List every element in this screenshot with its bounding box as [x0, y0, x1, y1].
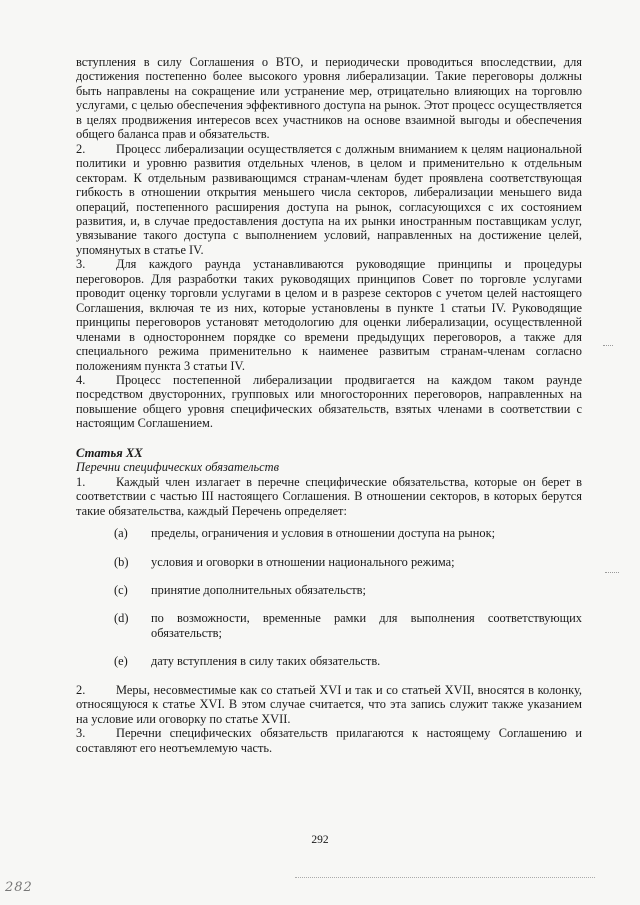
list-item-text: пределы, ограничения и условия в отношении доступа на рынок;	[151, 526, 496, 541]
list-item-text: дату вступления в силу таких обязательств.	[151, 654, 381, 669]
paragraph-text: Процесс постепенной либерализации продвигается на каждом таком раунде посредством двусторонних, групповых или многосторонних переговоров, направленных на повышение общего уровня специфических обязательств, взятых членами в соответствии с настоящим Соглашением.	[76, 372, 582, 431]
paragraph-number: 1.	[76, 474, 86, 489]
body-text	[76, 55, 582, 755]
list-item	[76, 526, 582, 540]
list-item	[76, 555, 582, 569]
paragraph-4	[76, 373, 582, 431]
paragraph-number: 3.	[76, 257, 86, 272]
list-marker: (d)	[114, 611, 129, 626]
paragraph-continuation	[76, 55, 582, 142]
scan-artifact	[603, 345, 613, 350]
list-marker: (a)	[114, 526, 128, 541]
page-number: 292	[311, 834, 329, 846]
paragraph-2	[76, 142, 582, 258]
list-item	[76, 611, 582, 640]
obligations-list	[76, 526, 582, 669]
article-paragraph-1	[76, 475, 582, 518]
paragraph-number: 3.	[76, 726, 86, 741]
list-marker: (b)	[114, 554, 129, 569]
paragraph-text: Каждый член излагает в перечне специфические обязательства, которые он берет в соответствии с частью III настоящего Соглашения. В отношении секторов, в которых берутся такие обязательства, каждый Перечень определяет:	[76, 474, 582, 518]
list-item-text: условия и оговорки в отношении национального режима;	[151, 554, 455, 569]
list-marker: (e)	[114, 654, 128, 669]
paragraph-number: 2.	[76, 141, 86, 156]
paragraph-text: Процесс либерализации осуществляется с должным вниманием к целям национальной политики и уровню развития отдельных членов, в целом и применительно к отдельным секторам. К отдельным развивающимся странам-членам будет проявлена соответствующая гибкость в отношении открытия меньшего числа секторов, либерализации меньшего вида операций, постепенного расширения доступа на рынок, согласующихся с их состоянием развития, и, в случае предоставления доступа на их рынки иностранным поставщикам услуг, увязывание такого доступа с выполнением условий, направленных на достижение целей, упомянутых в статье IV.	[76, 141, 582, 257]
scan-artifact	[605, 572, 619, 577]
paragraph-number: 4.	[76, 372, 86, 387]
scan-artifact	[295, 877, 595, 882]
paragraph-text: Перечни специфических обязательств прилагаются к настоящему Соглашению и составляют его неотъемлемую часть.	[76, 726, 582, 755]
paragraph-text: Меры, несовместимые как со статьей XVI и так и со статьей XVII, вносятся в колонку, относящуюся к статье XVI. В этом случае считается, что эта запись служит также указанием на условие или оговорку по статье XVII.	[76, 682, 582, 726]
paragraph-text: вступления в силу Соглашения о ВТО, и периодически проводиться впоследствии, для достижения постепенно более высокого уровня либерализации. Такие переговоры должны быть направлены на сокращение или устранение мер, отрицательно влияющих на торговлю услугами, с целью обеспечения эффективного доступа на рынок. Этот процесс осуществляется в целях продвижения интересов всех участников на основе взаимной выгоды и обеспечения общего баланса прав и обязательств.	[76, 55, 582, 142]
article-paragraph-3	[76, 726, 582, 755]
article-subtitle: Перечни специфических обязательств	[76, 460, 279, 475]
article-paragraph-2	[76, 683, 582, 726]
list-item	[76, 654, 582, 668]
paragraph-3	[76, 257, 582, 373]
article-title: Статья XX	[76, 445, 143, 460]
list-item-text: по возможности, временные рамки для выполнения соответствующих обязательств;	[151, 611, 582, 640]
list-item-text: принятие дополнительных обязательств;	[151, 582, 366, 597]
list-marker: (c)	[114, 582, 128, 597]
paragraph-text: Для каждого раунда устанавливаются руководящие принципы и процедуры переговоров. Для разработки таких руководящих принципов Совет по торговле услугами проводит оценку торговли услугами в целом и в разрезе секторов с учетом целей настоящего Соглашения, включая те из них, которые установлены в пункте 1 статьи IV. Руководящие принципы переговоров установят методологию для оценки либерализации, осуществленной членами в одностороннем порядке со времени предыдущих переговоров, а также для специального режима применительно к наименее развитым странам-членам согласно положениям пункта 3 статьи IV.	[76, 257, 582, 373]
list-item	[76, 583, 582, 597]
paragraph-number: 2.	[76, 682, 86, 697]
handwritten-mark: 282	[5, 880, 33, 895]
